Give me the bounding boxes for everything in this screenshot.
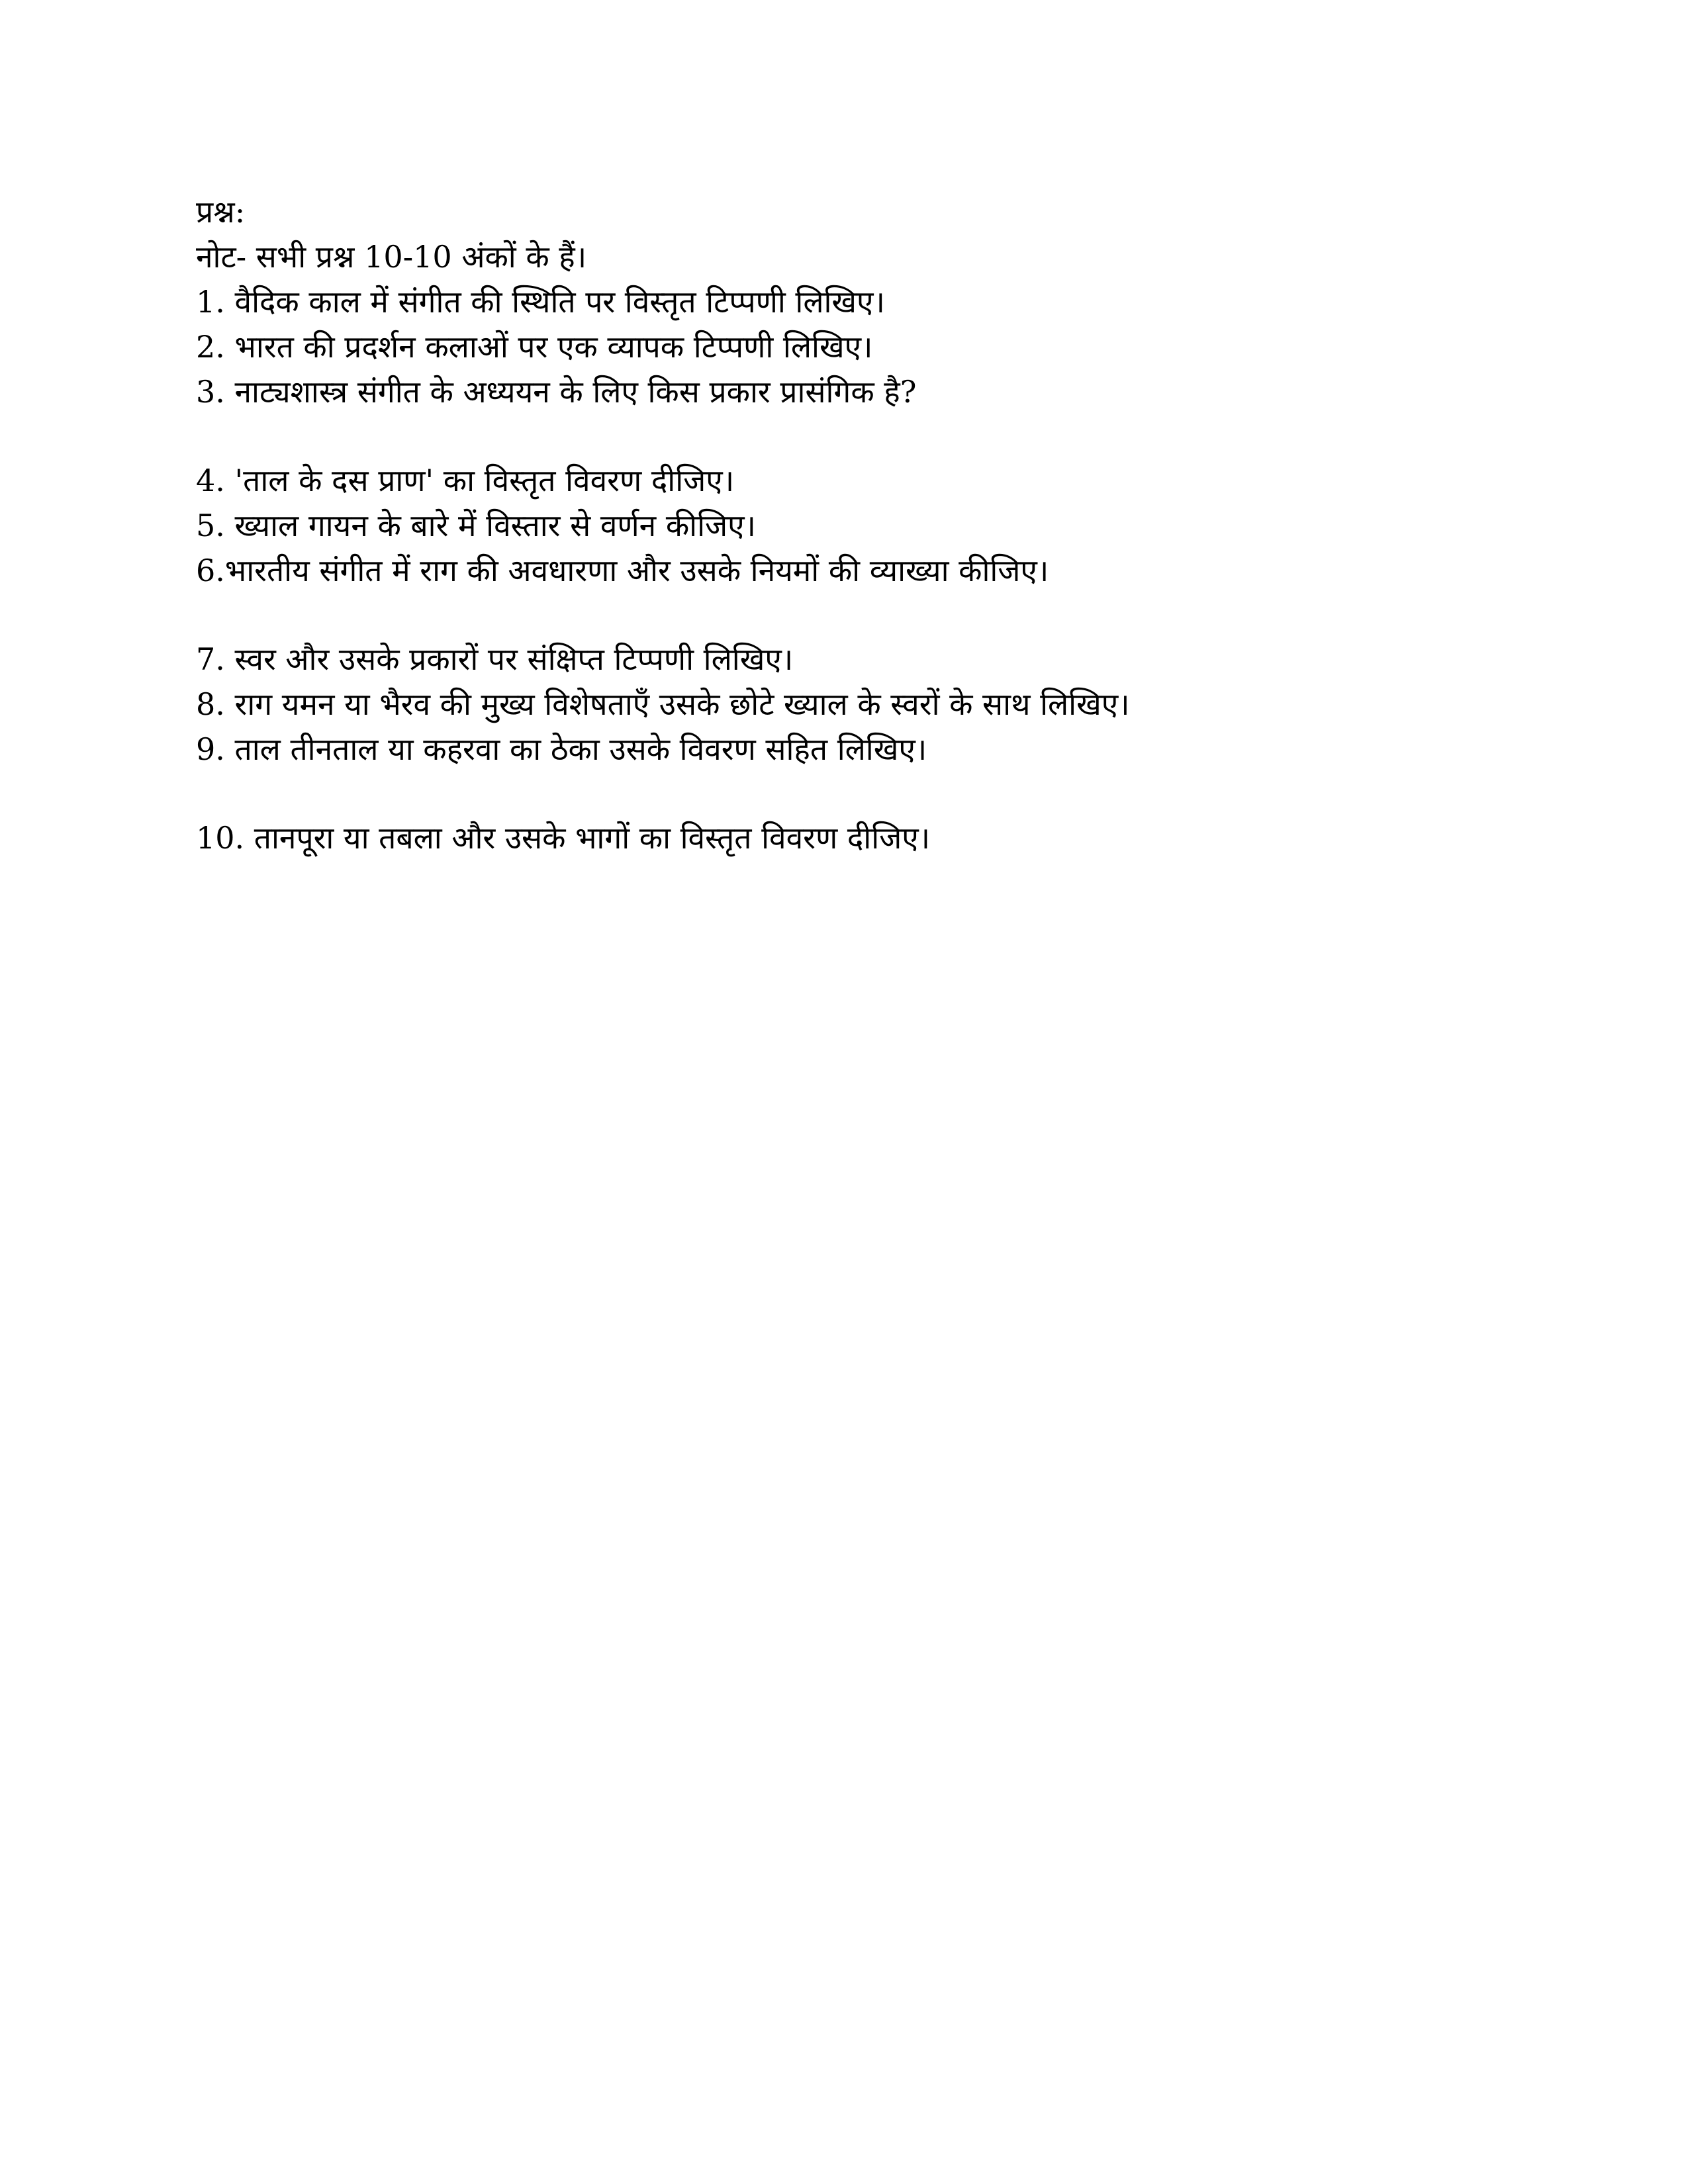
- question-3: 3. नाट्यशास्त्र संगीत के अध्ययन के लिए किस प्रकार प्रासंगिक है?: [196, 374, 917, 410]
- question-10: 10. तानपूरा या तबला और उसके भागों का विस्तृत विवरण दीजिए।: [196, 820, 931, 856]
- question-8: 8. राग यमन या भैरव की मुख्य विशेषताएँ उसके छोटे ख्याल के स्वरों के साथ लिखिए।: [196, 686, 1130, 722]
- question-5: 5. ख्याल गायन के बारे में विस्तार से वर्णन कीजिए।: [196, 508, 756, 543]
- question-4: 4. 'ताल के दस प्राण' का विस्तृत विवरण दीजिए।: [196, 463, 735, 498]
- marks-note: नोट- सभी प्रश्न 10-10 अंकों के हैं।: [196, 239, 587, 275]
- question-1: 1. वैदिक काल में संगीत की स्थिति पर विस्तृत टिप्पणी लिखिए।: [196, 284, 885, 320]
- question-6: 6.भारतीय संगीत में राग की अवधारणा और उसके नियमों की व्याख्या कीजिए।: [196, 553, 1049, 588]
- questions-heading: प्रश्न:: [196, 194, 246, 230]
- question-9: 9. ताल तीनताल या कहरवा का ठेका उसके विवरण सहित लिखिए।: [196, 731, 927, 767]
- question-7: 7. स्वर और उसके प्रकारों पर संक्षिप्त टिप्पणी लिखिए।: [196, 641, 794, 677]
- question-2: 2. भारत की प्रदर्शन कलाओं पर एक व्यापक टिप्पणी लिखिए।: [196, 329, 873, 365]
